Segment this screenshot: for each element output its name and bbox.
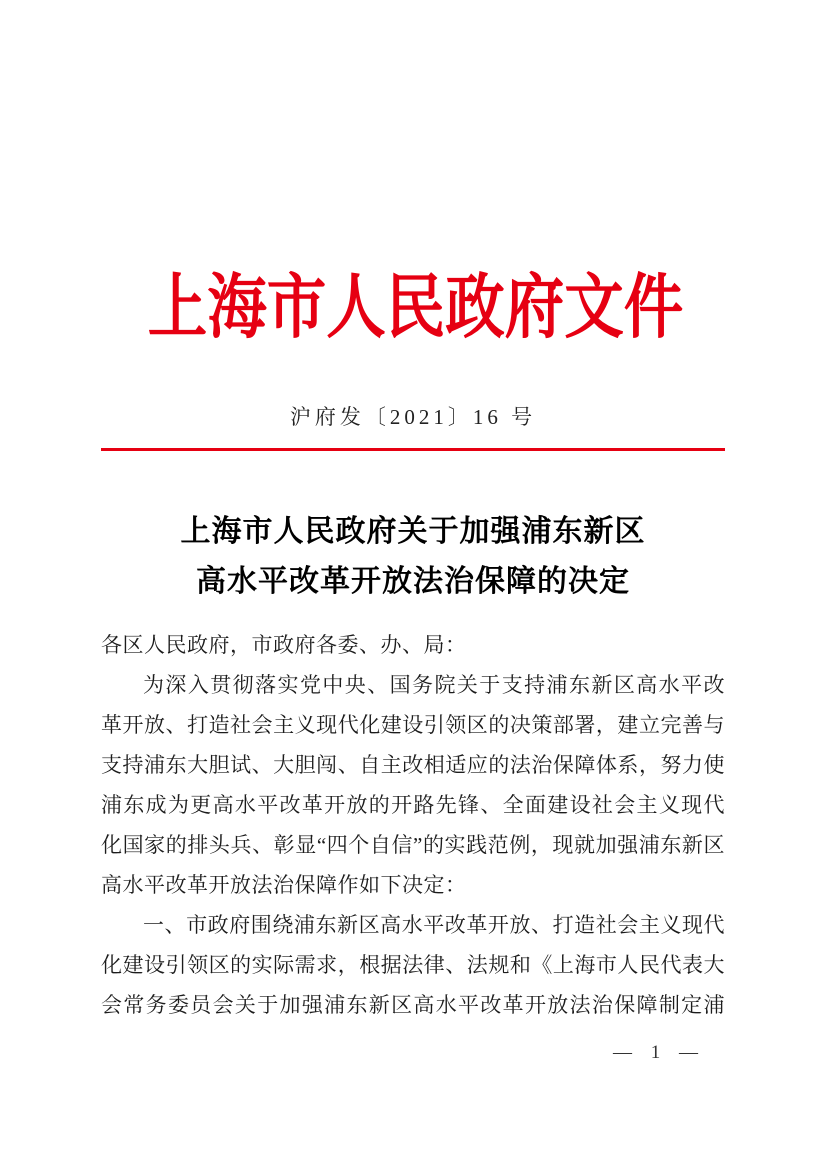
- body-line: 一、市政府围绕浦东新区高水平改革开放、打造社会主义现代: [143, 913, 725, 937]
- document-title-line1: 上海市人民政府关于加强浦东新区: [180, 515, 646, 548]
- body-line: 支持浦东大胆试、大胆闯、自主改相适应的法治保障体系，努力使: [101, 753, 725, 777]
- body-line: 化国家的排头兵、彰显“四个自信”的实践范例，现就加强浦东新区: [101, 833, 725, 857]
- document-content-column: [0, 270, 826, 1025]
- document-body: [101, 625, 725, 1025]
- document-title-line2: 高水平改革开放法治保障的决定: [196, 565, 630, 598]
- body-line: 高水平改革开放法治保障作如下决定：: [101, 873, 467, 897]
- body-line: 化建设引领区的实际需求，根据法律、法规和《上海市人民代表大: [101, 953, 725, 977]
- body-line: 会常务委员会关于加强浦东新区高水平改革开放法治保障制定浦: [101, 993, 725, 1017]
- letterhead-title: 上海市人民政府文件: [147, 270, 684, 347]
- page-number: — 1 —: [613, 1042, 700, 1063]
- body-line: 革开放、打造社会主义现代化建设引领区的决策部署，建立完善与: [101, 713, 725, 737]
- document-title: [101, 507, 725, 607]
- letterhead-divider: [101, 448, 725, 451]
- salutation-line: 各区人民政府，市政府各委、办、局：: [101, 633, 467, 657]
- body-line: 浦东成为更高水平改革开放的开路先锋、全面建设社会主义现代: [101, 793, 725, 817]
- doc-number: 沪府发〔2021〕16 号: [289, 405, 537, 429]
- body-line: 为深入贯彻落实党中央、国务院关于支持浦东新区高水平改: [143, 673, 725, 697]
